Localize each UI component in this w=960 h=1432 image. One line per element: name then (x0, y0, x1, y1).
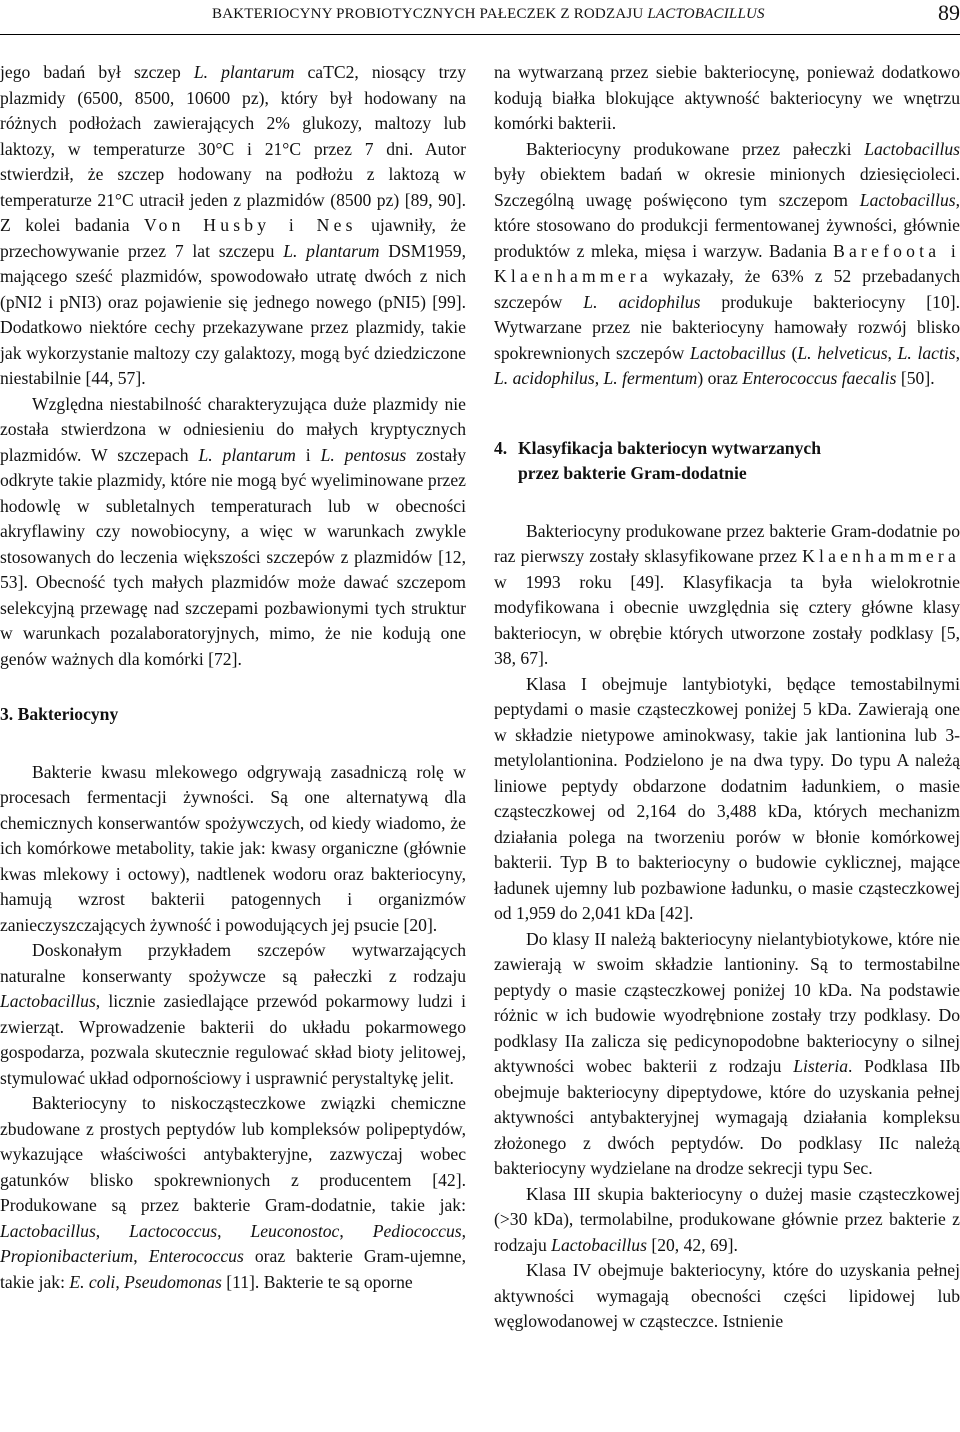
paragraph: Bakteriocyny to niskocząsteczkowe związki chemiczne zbudowane z prostych peptydów lub kompleksów polipeptydów, wykazujące właściwości antybakteryjne, zazwyczaj wobec gatunków blisko spokrewnionych z producentem [42]. Produkowane są przez bakterie Gram-dodatnie, takie jak: Lactobacillus, Lactococcus, Leuconostoc, Pediococcus, Propionibacterium, Enterococcus oraz bakterie Gram-ujemne, takie jak: E. coli, Pseudomonas [11]. Bakterie te są oporne (0, 1093, 467, 1292)
section-heading-bakteriocyny: 3. Bakteriocyny (0, 704, 119, 724)
running-title-text: BAKTERIOCYNY PROBIOTYCZNYCH PAŁECZEK Z RODZAJU (212, 6, 648, 22)
header-rule (0, 34, 960, 35)
paragraph: Bakteriocyny produkowane przez pałeczki Lactobacillus były obiektem badań w okresie minionych dziesięcioleci. Szczególną uwagę poświęcono tym szczepom Lactobacillus, które stosowano do produkcji fermentowanej żywności, głównie produktów z mleka, mięsa i warzyw. Badania Barefoota i Klaenhammera wykazały, że 63% z 52 przebadanych szczepów L. acidophilus produkuje bakteriocyny [10]. Wytwarzane przez nie bakteriocyny hamowały rozwój blisko spokrewnionych szczepów Lactobacillus (L. helveticus, L. lactis, L. acidophilus, L. fermentum) oraz Enterococcus faecalis [50]. (494, 138, 960, 388)
paragraph: Bakteriocyny produkowane przez bakterie Gram-dodatnie po raz pierwszy zostały sklasyfikowane przez Klaenhammera w 1993 roku [49]. Klasyfikacja ta była wielokrotnie modyfikowana i obecnie uwzględnia się cztery główne klasy bakteriocyn, w obrębie których utworzone zostały podklasy [5, 38, 67]. (494, 520, 960, 668)
paragraph: Do klasy II należą bakteriocyny nielantybiotykowe, które nie zawierają w swoim składzie lantioniny. Są to termostabilne peptydy o masie cząsteczkowej poniżej 10 kDa. Na podstawie różnic w ich budowie wyodrębnione zostały trzy podklasy. Do podklasy IIa zalicza się pedicynopodobne bakteriocyny o silnej aktywności wobec bakterii z rodzaju Listeria. Podklasa IIb obejmuje bakteriocyny dipeptydowe, które do uzyskania pełnej aktywności antybakteryjnej wymagają działania kompleksu złożonego z dwóch peptydów. Do podklasy IIc należą bakteriocyny wydzielane na drodze sekrecji typu Sec. (494, 928, 960, 1178)
paragraph: Bakterie kwasu mlekowego odgrywają zasadniczą rolę w procesach fermentacji żywności. Są one alternatywą dla chemicznych konserwantów spożywczych, od kiedy wiadomo, że ich komórkowe metabolity, takie jak: kwasy organiczne (głównie kwas mlekowy i octowy), nadtlenek wodoru oraz bakteriocyny, hamują wzrost bakterii patogennych i organizmów zanieczyszczających żywność i powodujących jej psucie [20]. (0, 761, 466, 935)
paragraph: na wytwarzaną przez siebie bakteriocynę, ponieważ dodatkowo kodują białka blokujące aktywność bakteriocyny we wnętrzu komórki bakterii. (494, 62, 960, 133)
section-number: 4. (494, 437, 508, 458)
paragraph: Klasa I obejmuje lantybiotyki, będące temostabilnymi peptydami o masie cząsteczkowej poniżej 5 kDa. Zawierają one w składzie nietypowe aminokwasy, takie jak lantionina lub 3-metylolantionina. Podzielono je na dwa typy. Do typu A należą liniowe peptydy obdarzone dodatnim ładunkiem, o masie cząsteczkowej od 2,164 do 3,488 kDa, których mechanizm działania polega na tworzeniu porów w błonie komórkowej bakterii. Typ B to bakteriocyny o budowie cyklicznej, mające ładunek ujemny lub pozbawione ładunku, o masie cząsteczkowej od 1,959 do 2,041 kDa [42]. (494, 673, 960, 923)
paragraph: Doskonałym przykładem szczepów wytwarzających naturalne konserwanty spożywcze są pałeczki z rodzaju Lactobacillus, licznie zasiedlające przewód pokarmowy ludzi i zwierząt. Wprowadzenie bakterii do układu pokarmowego gospodarza, pozwala skutecznie regulować skład bioty jelitowej, stymulować układ odpornościowy i usprawnić perystaltykę jelit. (0, 940, 466, 1088)
right-column (494, 60, 960, 1335)
paragraph: Względna niestabilność charakteryzująca duże plazmidy nie została stwierdzona w odniesieniu do małych kryptycznych plazmidów. W szczepach L. plantarum i L. pentosus zostały odkryte takie plazmidy, które nie mogą być wyeliminowane przez hodowlę w subletalnych temperaturach lub w obecności akryflawiny czy nowobiocyny, a więc w warunkach zwykle stosowanych do leczenia większości szczepów z plazmidów [12, 53]. Obecność tych małych plazmidów może dawać szczepom selekcyjną przewagę nad szczepami pozbawionymi tych struktur w warunkach pozalaboratoryjnych, mimo, że nie kodują one genów ważnych dla komórki [72]. (0, 393, 467, 669)
left-column (0, 60, 466, 1295)
section-heading-klasyfikacja (494, 436, 960, 487)
section-heading-line-1: Klasyfikacja bakteriocyn wytwarzanych (518, 437, 821, 458)
section-heading-line-2: przez bakterie Gram-dodatnie (518, 463, 747, 483)
running-title-genus: LACTOBACILLUS (647, 6, 765, 22)
running-title (212, 6, 765, 23)
running-header (0, 0, 960, 40)
paragraph: Klasa IV obejmuje bakteriocyny, które do uzyskania pełnej aktywności wymagają obecności części lipidowej lub węglowodanowej w cząsteczce. Istnienie (494, 1260, 960, 1331)
page-number: 89 (938, 0, 960, 25)
paragraph: Klasa III skupia bakteriocyny o dużej masie cząsteczkowej (>30 kDa), termolabilne, produkowane głównie przez bakterie z rodzaju Lactobacillus [20, 42, 69]. (494, 1183, 960, 1255)
paragraph: jego badań był szczep L. plantarum caTC2, niosący trzy plazmidy (6500, 8500, 10600 pz), który był hodowany na różnych podłożach zawierających 2% glukozy, maltozy lub laktozy, w temperaturze 30°C i 21°C przez 7 dni. Autor stwierdził, że szczep hodowany na podłożu z laktozą w temperaturze 21°C utracił jeden z plazmidów (8500 pz) [89, 90]. Z kolei badania Von Husby i Nes ujawniły, że przechowywanie przez 7 lat szczepu L. plantarum DSM1959, mającego sześć plazmidów, spowodowało utratę dwóch z nich (pNI2 i pNI3) oraz pojawienie się jednego nowego (pNI5) [99]. Dodatkowo niektóre cechy przekazywane przez plazmidy, takie jak wykorzystanie maltozy czy galaktozy, mogą być dziedziczone niestabilnie [44, 57]. (0, 62, 466, 388)
